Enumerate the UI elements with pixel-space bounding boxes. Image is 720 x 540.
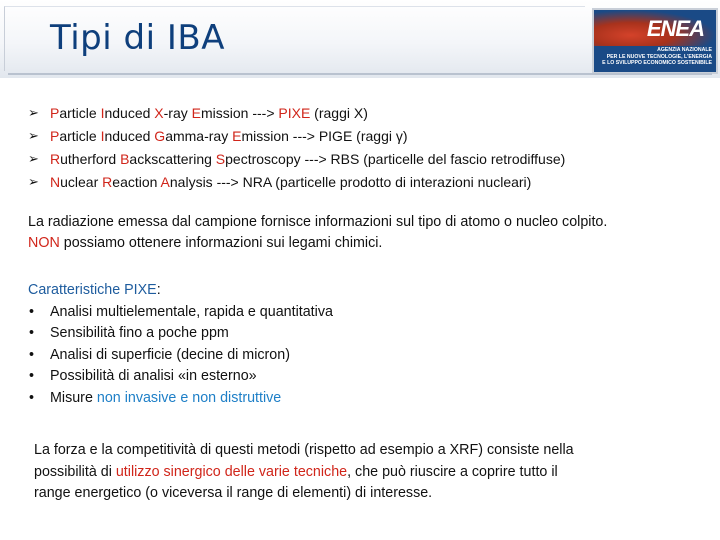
text-run: Analisi multielementale, rapida e quantitativa	[50, 303, 333, 320]
intro-line-1: La radiazione emessa dal campione fornisce informazioni sul tipo di atomo o nucleo colpito.	[28, 214, 608, 230]
text-run: G	[154, 128, 166, 144]
text-run: N	[50, 174, 61, 190]
technique-item	[28, 104, 714, 127]
arrowhead-bullet-icon: ➢	[28, 152, 39, 167]
techniques-list	[28, 104, 714, 196]
text-run: article	[59, 105, 101, 121]
text-run: possibilità di	[34, 463, 116, 480]
pixe-item	[28, 323, 333, 345]
text-run: I	[100, 128, 105, 144]
text-run: E	[191, 105, 201, 121]
text-run: -ray	[163, 105, 192, 121]
text-run: B	[120, 151, 130, 167]
text-run: , che può riuscire a coprire tutto il	[347, 463, 558, 480]
enea-logo	[592, 8, 718, 74]
text-run: S	[215, 151, 226, 167]
text-run: La forza e la competitività di questi metodi (rispetto ad esempio a XRF) consiste nella	[34, 442, 574, 458]
arrowhead-bullet-icon: ➢	[28, 129, 39, 144]
intro-paragraph	[28, 212, 607, 254]
technique-item	[28, 150, 714, 173]
logo-tagline-line: E LO SVILUPPO ECONOMICO SOSTENIBILE	[602, 60, 712, 67]
logo-tagline	[598, 47, 712, 67]
intro-line-2	[28, 233, 607, 254]
text-run: P	[50, 128, 60, 144]
text-run: nduced	[104, 128, 155, 144]
text-run: utilizzo sinergico delle varie tecniche	[115, 463, 348, 480]
text-run: R	[102, 174, 113, 190]
text-run: R	[50, 151, 61, 167]
logo-name: ENEA	[646, 16, 704, 41]
pixe-item	[28, 345, 333, 367]
text-run: Possibilità di analisi «in esterno»	[50, 368, 257, 384]
arrowhead-bullet-icon: ➢	[28, 175, 39, 190]
text-run: PIXE	[278, 105, 311, 121]
text-run: article	[59, 128, 101, 144]
text-run: eaction	[112, 174, 161, 190]
pixe-heading-row	[28, 280, 333, 302]
logo-tagline-line: PER LE NUOVE TECNOLOGIE, L'ENERGIA	[606, 53, 712, 60]
text-run: (raggi X)	[310, 105, 368, 121]
intro-line-2-text: possiamo ottenere informazioni sui legami chimici.	[59, 235, 383, 251]
text-run: P	[50, 105, 60, 121]
text-run: Sensibilità fino a poche ppm	[50, 325, 229, 341]
text-run: nalysis ---> NRA (particelle prodotto di interazioni nucleari)	[169, 174, 532, 190]
text-run: range energetico (o viceversa il range di elementi) di interesse.	[34, 485, 433, 501]
text-run: I	[100, 105, 105, 121]
conclusion-line	[34, 440, 674, 462]
pixe-item	[28, 366, 333, 388]
text-run: mission --->	[200, 105, 279, 121]
text-run: utherford	[60, 151, 121, 167]
title-bar	[0, 0, 720, 78]
slide-title: Tipi di IBA	[50, 18, 225, 58]
conclusion-paragraph	[34, 440, 674, 505]
intro-emphasis: NON	[28, 235, 60, 251]
text-run: nduced	[104, 105, 155, 121]
text-run: ackscattering	[129, 151, 216, 167]
arrowhead-bullet-icon: ➢	[28, 106, 39, 121]
text-run: uclear	[60, 174, 103, 190]
text-run: pectroscopy ---> RBS (particelle del fascio retrodiffuse)	[225, 151, 566, 167]
text-run: A	[160, 174, 170, 190]
technique-item	[28, 127, 714, 150]
conclusion-line	[34, 483, 674, 505]
pixe-heading-colon: :	[156, 282, 161, 298]
pixe-list	[28, 302, 333, 410]
pixe-item	[28, 388, 333, 410]
pixe-section	[28, 280, 333, 409]
text-run: X	[154, 105, 164, 121]
logo-tagline-line: AGENZIA NAZIONALE	[657, 47, 712, 53]
pixe-item	[28, 302, 333, 324]
text-run: Misure	[50, 389, 97, 406]
text-run: amma-ray	[165, 128, 233, 144]
conclusion-line	[34, 462, 674, 484]
pixe-heading: Caratteristiche PIXE	[28, 282, 157, 298]
text-run: mission ---> PIGE (raggi γ)	[241, 128, 408, 144]
title-divider	[8, 73, 712, 75]
techniques-section	[28, 104, 714, 196]
text-run: non invasive e non distruttive	[96, 389, 282, 406]
text-run: E	[232, 128, 242, 144]
technique-item	[28, 173, 714, 196]
text-run: Analisi di superficie (decine di micron)	[50, 346, 290, 363]
